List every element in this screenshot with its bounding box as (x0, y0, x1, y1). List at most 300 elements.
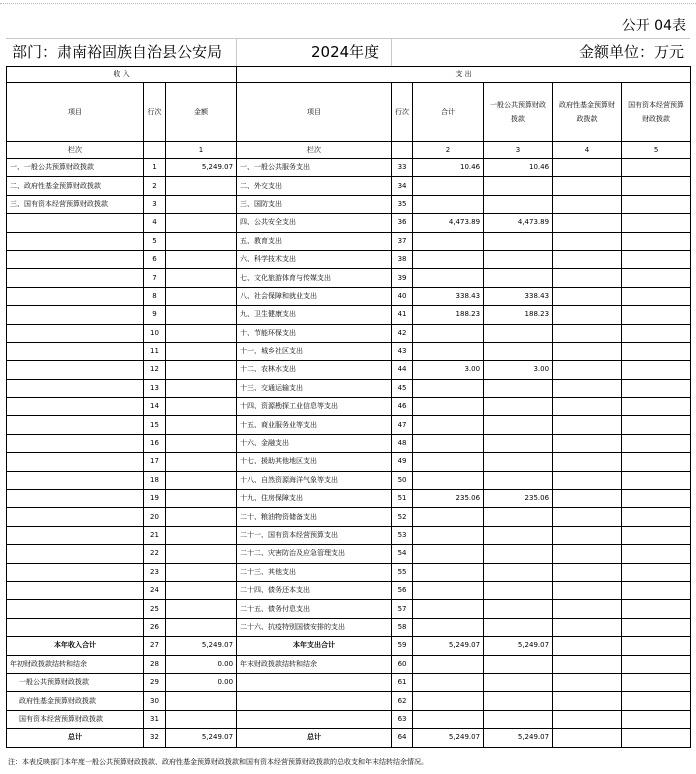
gov-fund-cell (553, 692, 622, 710)
income-amount-cell: 5,249.07 (166, 159, 237, 177)
income-line-no-cell: 25 (144, 600, 166, 618)
column-number-row (7, 142, 691, 159)
income-item-cell (7, 526, 144, 544)
general-budget-cell (484, 692, 553, 710)
income-line-no-cell: 3 (144, 195, 166, 213)
expense-item-cell: 二十四、债务还本支出 (237, 581, 392, 599)
expense-line-no-cell: 51 (392, 490, 413, 508)
income-amount-cell (166, 563, 237, 581)
state-capital-cell (622, 692, 691, 710)
income-item-cell: 二、政府性基金预算财政拨款 (7, 177, 144, 195)
expense-total-cell (413, 710, 484, 728)
income-item-header: 项目 (7, 83, 144, 142)
expense-item-cell: 十一、城乡社区支出 (237, 342, 392, 360)
expense-total-cell (413, 655, 484, 673)
general-budget-cell (484, 177, 553, 195)
income-amount-cell: 5,249.07 (166, 729, 237, 747)
expense-line-no-cell: 33 (392, 159, 413, 177)
gov-fund-cell (553, 287, 622, 305)
income-line-no-header: 行次 (144, 83, 166, 142)
expense-item-cell: 十、节能环保支出 (237, 324, 392, 342)
income-amount-cell (166, 526, 237, 544)
income-item-cell (7, 490, 144, 508)
state-capital-cell (622, 453, 691, 471)
state-capital-cell (622, 379, 691, 397)
state-capital-cell (622, 655, 691, 673)
expense-total-cell: 338.43 (413, 287, 484, 305)
income-line-no-cell: 24 (144, 581, 166, 599)
income-item-cell (7, 508, 144, 526)
table-row (7, 324, 691, 342)
income-amount-cell (166, 618, 237, 636)
table-row (7, 416, 691, 434)
income-section-title: 收 入 (7, 67, 237, 83)
general-budget-cell (484, 342, 553, 360)
income-amount-cell (166, 434, 237, 452)
column-number-empty (392, 142, 413, 159)
expense-total-cell (413, 673, 484, 691)
income-amount-cell (166, 232, 237, 250)
expense-item-header: 项目 (237, 83, 392, 142)
income-amount-cell (166, 600, 237, 618)
table-row (7, 434, 691, 452)
expense-item-cell: 六、科学技术支出 (237, 250, 392, 268)
income-item-cell: 年初财政拨款结转和结余 (7, 655, 144, 673)
column-number-label: 栏次 (7, 142, 144, 159)
table-body (7, 159, 691, 748)
income-item-cell (7, 269, 144, 287)
income-line-no-cell: 21 (144, 526, 166, 544)
income-item-cell (7, 618, 144, 636)
income-item-cell (7, 453, 144, 471)
gov-fund-cell (553, 361, 622, 379)
table-row (7, 177, 691, 195)
gov-fund-cell (553, 563, 622, 581)
income-line-no-cell: 17 (144, 453, 166, 471)
income-item-cell (7, 306, 144, 324)
table-row (7, 269, 691, 287)
table-row (7, 342, 691, 360)
income-item-cell (7, 324, 144, 342)
income-item-cell: 一般公共预算财政拨款 (7, 673, 144, 691)
income-line-no-cell: 4 (144, 214, 166, 232)
expense-item-cell: 十二、农林水支出 (237, 361, 392, 379)
expense-item-cell: 五、教育支出 (237, 232, 392, 250)
expense-section-title: 支 出 (237, 67, 691, 83)
income-item-cell (7, 232, 144, 250)
income-amount-cell (166, 361, 237, 379)
table-row (7, 159, 691, 177)
general-budget-cell: 4,473.89 (484, 214, 553, 232)
income-line-no-cell: 26 (144, 618, 166, 636)
expense-item-cell: 三、国防支出 (237, 195, 392, 213)
table-row (7, 563, 691, 581)
gov-fund-cell (553, 177, 622, 195)
income-line-no-cell: 7 (144, 269, 166, 287)
general-budget-cell: 5,249.07 (484, 637, 553, 655)
income-line-no-cell: 13 (144, 379, 166, 397)
income-item-cell: 三、国有资本经营预算财政拨款 (7, 195, 144, 213)
expense-item-cell: 八、社会保障和就业支出 (237, 287, 392, 305)
income-item-cell (7, 471, 144, 489)
income-item-cell (7, 379, 144, 397)
gov-fund-cell (553, 618, 622, 636)
expense-total-cell (413, 324, 484, 342)
state-capital-cell (622, 581, 691, 599)
column-number-label: 栏次 (237, 142, 392, 159)
expense-line-no-cell: 48 (392, 434, 413, 452)
income-amount-cell (166, 250, 237, 268)
gov-fund-cell (553, 195, 622, 213)
table-row (7, 710, 691, 728)
expense-total-cell: 4,473.89 (413, 214, 484, 232)
general-budget-cell (484, 398, 553, 416)
expense-total-cell (413, 434, 484, 452)
income-item-cell (7, 250, 144, 268)
income-line-no-cell: 19 (144, 490, 166, 508)
gov-fund-cell (553, 159, 622, 177)
table-row (7, 545, 691, 563)
expense-total-cell (413, 508, 484, 526)
table-row (7, 490, 691, 508)
income-amount-cell (166, 177, 237, 195)
expense-line-no-cell: 40 (392, 287, 413, 305)
general-budget-cell (484, 434, 553, 452)
column-number-empty (144, 142, 166, 159)
table-row (7, 729, 691, 747)
gov-fund-cell (553, 581, 622, 599)
general-budget-cell (484, 453, 553, 471)
general-budget-cell (484, 269, 553, 287)
expense-total-cell (413, 195, 484, 213)
expense-item-cell (237, 692, 392, 710)
income-line-no-cell: 2 (144, 177, 166, 195)
gov-fund-cell (553, 655, 622, 673)
gov-fund-cell (553, 269, 622, 287)
expense-line-no-cell: 64 (392, 729, 413, 747)
income-amount-cell (166, 581, 237, 599)
expense-line-no-cell: 35 (392, 195, 413, 213)
table-row (7, 526, 691, 544)
income-amount-cell (166, 269, 237, 287)
income-amount-header: 金额 (166, 83, 237, 142)
expense-total-cell: 188.23 (413, 306, 484, 324)
expense-total-header: 合计 (413, 83, 484, 142)
income-amount-cell (166, 710, 237, 728)
general-budget-cell (484, 545, 553, 563)
income-line-no-cell: 6 (144, 250, 166, 268)
expense-total-cell: 3.00 (413, 361, 484, 379)
table-row (7, 692, 691, 710)
state-capital-cell (622, 600, 691, 618)
state-capital-cell (622, 673, 691, 691)
state-capital-header: 国有资本经营预算财政拨款 (622, 83, 691, 142)
header-divider (391, 39, 392, 66)
gov-fund-cell (553, 214, 622, 232)
gov-fund-cell (553, 398, 622, 416)
expense-line-no-cell: 38 (392, 250, 413, 268)
expense-item-cell: 本年支出合计 (237, 637, 392, 655)
gov-fund-cell (553, 471, 622, 489)
general-budget-cell (484, 600, 553, 618)
general-budget-cell (484, 471, 553, 489)
state-capital-cell (622, 729, 691, 747)
column-number: 3 (484, 142, 553, 159)
income-line-no-cell: 9 (144, 306, 166, 324)
income-line-no-cell: 14 (144, 398, 166, 416)
general-budget-cell (484, 563, 553, 581)
report-header (6, 38, 690, 67)
income-line-no-cell: 5 (144, 232, 166, 250)
department-label: 部门：肃南裕固族自治县公安局 (12, 43, 223, 61)
expense-item-cell: 二十二、灾害防治及应急管理支出 (237, 545, 392, 563)
general-budget-cell (484, 710, 553, 728)
expense-item-cell: 一、一般公共服务支出 (237, 159, 392, 177)
expense-line-no-cell: 43 (392, 342, 413, 360)
table-row (7, 214, 691, 232)
income-line-no-cell: 10 (144, 324, 166, 342)
gov-fund-cell (553, 416, 622, 434)
gov-fund-cell (553, 526, 622, 544)
column-number: 1 (166, 142, 237, 159)
income-item-cell: 政府性基金预算财政拨款 (7, 692, 144, 710)
table-row (7, 581, 691, 599)
income-amount-cell (166, 214, 237, 232)
amount-unit-label: 金额单位：万元 (578, 43, 684, 61)
income-amount-cell (166, 490, 237, 508)
general-budget-cell (484, 526, 553, 544)
gov-fund-cell (553, 637, 622, 655)
expense-total-cell (413, 250, 484, 268)
expense-item-cell: 十六、金融支出 (237, 434, 392, 452)
expense-item-cell: 二十三、其他支出 (237, 563, 392, 581)
expense-item-cell: 四、公共安全支出 (237, 214, 392, 232)
state-capital-cell (622, 287, 691, 305)
gov-fund-cell (553, 673, 622, 691)
income-amount-cell (166, 324, 237, 342)
table-row (7, 471, 691, 489)
general-budget-cell: 188.23 (484, 306, 553, 324)
table-row (7, 673, 691, 691)
state-capital-cell (622, 232, 691, 250)
general-budget-cell (484, 618, 553, 636)
expense-item-cell: 年末财政拨款结转和结余 (237, 655, 392, 673)
expense-line-no-cell: 57 (392, 600, 413, 618)
general-budget-header: 一般公共预算财政拨款 (484, 83, 553, 142)
expense-total-cell (413, 581, 484, 599)
expense-line-no-cell: 42 (392, 324, 413, 342)
expense-item-cell: 九、卫生健康支出 (237, 306, 392, 324)
gov-fund-cell (553, 729, 622, 747)
expense-line-no-cell: 52 (392, 508, 413, 526)
income-item-cell (7, 214, 144, 232)
gov-fund-cell (553, 342, 622, 360)
expense-total-cell (413, 398, 484, 416)
general-budget-cell (484, 416, 553, 434)
income-amount-cell (166, 195, 237, 213)
income-amount-cell (166, 545, 237, 563)
income-line-no-cell: 29 (144, 673, 166, 691)
expense-total-cell (413, 269, 484, 287)
gov-fund-cell (553, 490, 622, 508)
income-line-no-cell: 32 (144, 729, 166, 747)
expense-item-cell: 七、文化旅游体育与传媒支出 (237, 269, 392, 287)
state-capital-cell (622, 306, 691, 324)
income-item-cell (7, 287, 144, 305)
income-amount-cell (166, 508, 237, 526)
income-line-no-cell: 15 (144, 416, 166, 434)
income-amount-cell (166, 398, 237, 416)
income-amount-cell (166, 692, 237, 710)
expense-line-no-cell: 59 (392, 637, 413, 655)
table-row (7, 508, 691, 526)
table-row (7, 398, 691, 416)
expense-total-cell (413, 545, 484, 563)
column-number: 5 (622, 142, 691, 159)
expense-line-no-cell: 58 (392, 618, 413, 636)
table-row (7, 287, 691, 305)
expense-total-cell (413, 453, 484, 471)
expense-line-no-cell: 61 (392, 673, 413, 691)
income-amount-cell (166, 287, 237, 305)
footnote: 注：本表反映部门本年度一般公共预算财政拨款、政府性基金预算财政拨款和国有资本经营预算财政拨款的总收支和年末结转结余情况。 (8, 758, 428, 766)
header-divider (236, 39, 237, 66)
state-capital-cell (622, 195, 691, 213)
income-line-no-cell: 8 (144, 287, 166, 305)
gov-fund-cell (553, 250, 622, 268)
expense-line-no-cell: 37 (392, 232, 413, 250)
expense-line-no-cell: 50 (392, 471, 413, 489)
column-header-row (7, 83, 691, 142)
column-number: 4 (553, 142, 622, 159)
income-line-no-cell: 20 (144, 508, 166, 526)
table-row (7, 361, 691, 379)
expense-line-no-cell: 53 (392, 526, 413, 544)
gov-fund-cell (553, 453, 622, 471)
general-budget-cell (484, 232, 553, 250)
expense-line-no-cell: 56 (392, 581, 413, 599)
expense-line-no-cell: 46 (392, 398, 413, 416)
expense-total-cell (413, 563, 484, 581)
expense-item-cell: 二、外交支出 (237, 177, 392, 195)
gov-fund-cell (553, 710, 622, 728)
state-capital-cell (622, 250, 691, 268)
income-line-no-cell: 16 (144, 434, 166, 452)
form-code: 公开 04表 (621, 18, 686, 34)
state-capital-cell (622, 159, 691, 177)
income-line-no-cell: 27 (144, 637, 166, 655)
expense-line-no-cell: 49 (392, 453, 413, 471)
general-budget-cell: 3.00 (484, 361, 553, 379)
income-line-no-cell: 28 (144, 655, 166, 673)
expense-item-cell: 二十五、债务付息支出 (237, 600, 392, 618)
state-capital-cell (622, 710, 691, 728)
gov-fund-cell (553, 306, 622, 324)
expense-total-cell (413, 416, 484, 434)
expense-item-cell (237, 673, 392, 691)
general-budget-cell: 235.06 (484, 490, 553, 508)
income-item-cell (7, 581, 144, 599)
income-item-cell: 国有资本经营预算财政拨款 (7, 710, 144, 728)
gov-fund-cell (553, 600, 622, 618)
expense-total-cell: 5,249.07 (413, 729, 484, 747)
sheet-top-border (0, 3, 696, 4)
income-line-no-cell: 11 (144, 342, 166, 360)
expense-item-cell: 十五、商业服务业等支出 (237, 416, 392, 434)
income-item-cell: 一、一般公共预算财政拨款 (7, 159, 144, 177)
general-budget-cell (484, 673, 553, 691)
expense-line-no-cell: 63 (392, 710, 413, 728)
expense-total-cell: 5,249.07 (413, 637, 484, 655)
general-budget-cell: 10.46 (484, 159, 553, 177)
income-amount-cell (166, 342, 237, 360)
gov-fund-cell (553, 379, 622, 397)
expense-total-cell (413, 379, 484, 397)
gov-fund-cell (553, 434, 622, 452)
income-item-cell (7, 342, 144, 360)
state-capital-cell (622, 177, 691, 195)
general-budget-cell (484, 324, 553, 342)
expense-total-cell (413, 342, 484, 360)
expense-item-cell: 十九、住房保障支出 (237, 490, 392, 508)
expense-total-cell (413, 232, 484, 250)
state-capital-cell (622, 434, 691, 452)
general-budget-cell (484, 250, 553, 268)
income-amount-cell (166, 379, 237, 397)
income-item-cell: 总计 (7, 729, 144, 747)
income-line-no-cell: 18 (144, 471, 166, 489)
expense-total-cell (413, 600, 484, 618)
income-line-no-cell: 30 (144, 692, 166, 710)
general-budget-cell (484, 581, 553, 599)
income-amount-cell: 5,249.07 (166, 637, 237, 655)
section-header-row (7, 67, 691, 83)
table-row (7, 379, 691, 397)
expense-item-cell: 二十、粮油物资储备支出 (237, 508, 392, 526)
expense-item-cell: 总计 (237, 729, 392, 747)
general-budget-cell: 338.43 (484, 287, 553, 305)
income-amount-cell (166, 471, 237, 489)
income-item-cell: 本年收入合计 (7, 637, 144, 655)
table-row (7, 600, 691, 618)
state-capital-cell (622, 471, 691, 489)
income-item-cell (7, 600, 144, 618)
expense-total-cell: 10.46 (413, 159, 484, 177)
state-capital-cell (622, 269, 691, 287)
income-item-cell (7, 398, 144, 416)
fiscal-appropriation-table (6, 66, 691, 748)
income-item-cell (7, 545, 144, 563)
table-row (7, 232, 691, 250)
income-amount-cell: 0.00 (166, 655, 237, 673)
gov-fund-cell (553, 508, 622, 526)
table-row (7, 655, 691, 673)
gov-fund-cell (553, 545, 622, 563)
expense-line-no-cell: 54 (392, 545, 413, 563)
state-capital-cell (622, 637, 691, 655)
expense-total-cell (413, 471, 484, 489)
expense-item-cell: 十三、交通运输支出 (237, 379, 392, 397)
general-budget-cell: 5,249.07 (484, 729, 553, 747)
income-item-cell (7, 563, 144, 581)
gov-fund-header: 政府性基金预算财政拨款 (553, 83, 622, 142)
income-amount-cell (166, 416, 237, 434)
state-capital-cell (622, 342, 691, 360)
income-line-no-cell: 31 (144, 710, 166, 728)
state-capital-cell (622, 618, 691, 636)
income-line-no-cell: 22 (144, 545, 166, 563)
expense-line-no-cell: 62 (392, 692, 413, 710)
